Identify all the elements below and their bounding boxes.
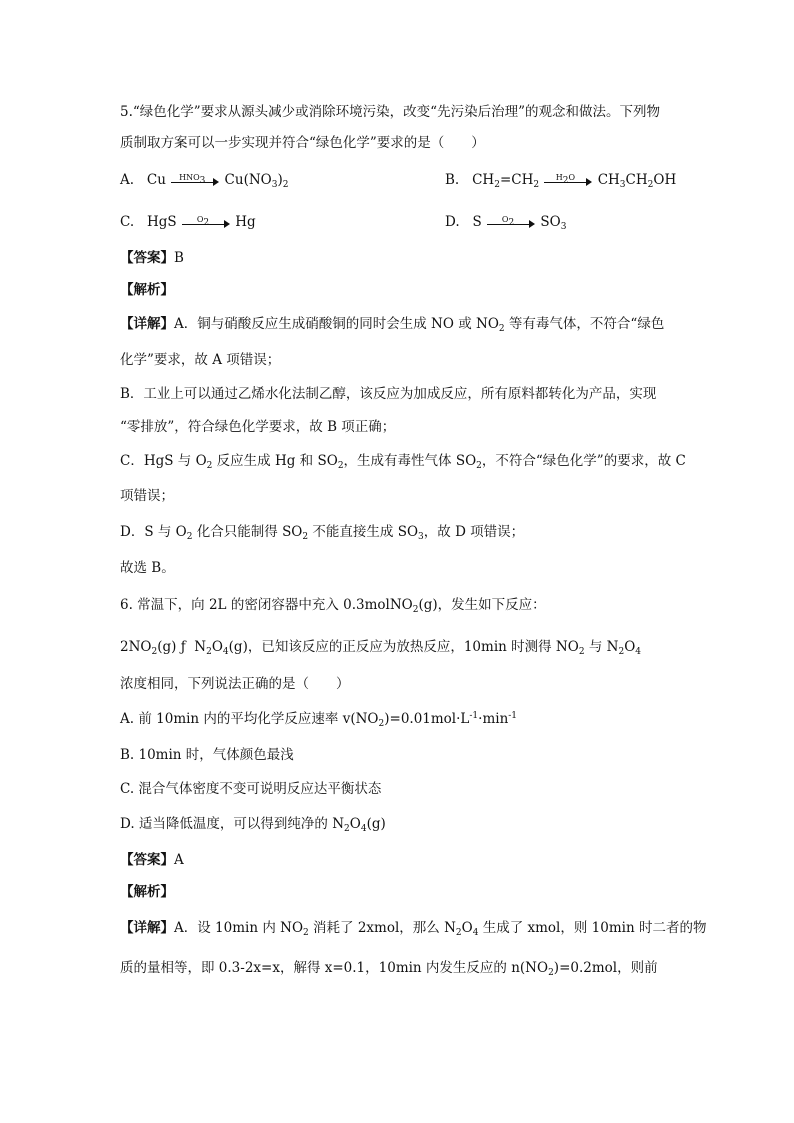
q5-explain-b-2: “零排放”，符合绿色化学要求，故 B 项正确； xyxy=(120,419,396,435)
q6-equation-line: $2NO_2(g)$ ƒ $N_2O_4(g)$，已知该反应的正反应为放热反应，10min 时测得 $NO_2$ 与 $N_2O_4$ xyxy=(120,639,641,657)
q5-explain-b-1: B．工业上可以通过乙烯水化法制乙醇，该反应为加成反应，所有原料都转化为产品，实现 xyxy=(120,386,657,402)
q5-answer: 【答案】B xyxy=(120,250,184,266)
reaction-arrow-icon: $HNO_3$ xyxy=(171,174,219,188)
q6-stem-line1: 6. 常温下，向 2L 的密闭容器中充入 0.3molNO$_2$(g)，发生如下反应： xyxy=(120,597,546,615)
q5-explain-c-1: C．HgS 与 $O_2$ 反应生成 Hg 和 $SO_2$，生成有毒性气体 $SO_2$，不符合“绿色化学”的要求，故 C xyxy=(120,453,686,471)
q5-explain-a-2: 化学”要求，故 A 项错误； xyxy=(120,352,281,368)
q5-stem-line1: 5.“绿色化学”要求从源头减少或消除环境污染，改变“先污染后治理”的观念和做法。下列物 xyxy=(120,104,660,120)
q5-explain-a-1: 【详解】A．铜与硝酸反应生成硝酸铜的同时会生成 NO 或 $NO_2$ 等有毒气体，不符合“绿色 xyxy=(120,316,665,334)
q6-option-a: A. 前 10min 内的平均化学反应速率 $v(NO_2)=0.01mol\cdot L^{-1}\cdot\min^{-1}$ xyxy=(120,711,518,729)
q5-explain-d-1: D．S 与 $O_2$ 化合只能制得 $SO_2$ 不能直接生成 $SO_3$，故 D 项错误； xyxy=(120,524,525,542)
q6-option-c: C. 混合气体密度不变可说明反应达平衡状态 xyxy=(120,781,382,797)
reaction-arrow-icon: $O_2$ xyxy=(487,216,535,230)
q5-stem-line2: 质制取方案可以一步实现并符合“绿色化学”要求的是（ ） xyxy=(120,135,485,151)
q6-answer: 【答案】A xyxy=(120,852,184,868)
q5-option-d: D. S $O_2$ $SO_3$ xyxy=(445,214,567,232)
reaction-arrow-icon: $H_2O$ xyxy=(544,174,592,188)
q5-option-c: C. HgS $O_2$ Hg xyxy=(120,214,256,230)
q5-explain-c-2: 项错误； xyxy=(120,488,174,504)
q5-option-b: B. $CH_2=CH_2$ $H_2O$ $CH_3CH_2OH$ xyxy=(445,172,677,190)
q6-stem-line3: 浓度相同，下列说法正确的是（ ） xyxy=(120,676,350,692)
q5-analysis-label: 【解析】 xyxy=(120,282,174,298)
q6-explain-1: 【详解】A．设 10min 内 $NO_2$ 消耗了 2xmol，那么 $N_2O_4$ 生成了 xmol，则 10min 时二者的物 xyxy=(120,920,707,938)
q6-explain-2: 质的量相等，即 0.3-2x=x，解得 x=0.1，10min 内发生反应的 $n(NO_2)=0.2mol$，则前 xyxy=(120,960,658,978)
q5-option-a: A. Cu $HNO_3$ $Cu(NO_3)_2$ xyxy=(120,172,289,190)
q6-option-b: B. 10min 时，气体颜色最浅 xyxy=(120,747,294,763)
q6-analysis-label: 【解析】 xyxy=(120,884,174,900)
q6-option-d: D. 适当降低温度，可以得到纯净的 $N_2O_4(g)$ xyxy=(120,816,386,834)
reaction-arrow-icon: $O_2$ xyxy=(182,216,230,230)
q5-conclusion: 故选 B。 xyxy=(120,560,175,576)
